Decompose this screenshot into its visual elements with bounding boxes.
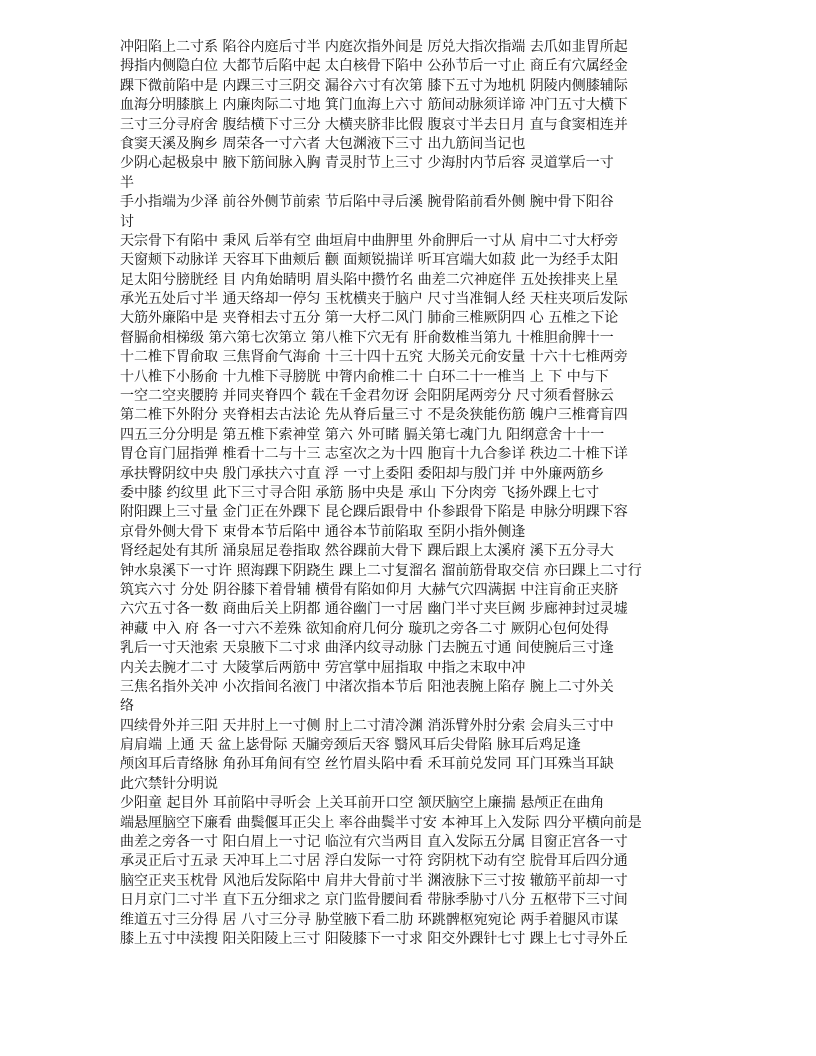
text-line: 膝上五寸中渎搜 阳关阳陵上三寸 阳陵膝下一寸求 阳交外踝针七寸 踝上七寸寻外丘 [120, 930, 628, 947]
text-line: 委中膝 约纹里 此下三寸寻合阳 承筋 肠中央是 承山 下分肉旁 飞扬外踝上七寸 [120, 484, 600, 501]
text-line: 手小指端为少泽 前谷外侧节前索 节后陷中寻后溪 腕骨陷前看外侧 腕中骨下阳谷 [120, 194, 614, 211]
text-line: 内关去腕才二寸 大陵掌后两筋中 劳宫掌中屈指取 中指之末取中冲 [120, 659, 526, 676]
text-line: 一空二空夹腰胯 并同夹脊四个 载在千金君勿讶 会阳阴尾两旁分 尺寸须看督脉云 [120, 388, 614, 405]
text-line: 食窦天溪及胸乡 周荣各一寸六者 大包渊液下三寸 出九筋间当记也 [120, 135, 526, 152]
text-line: 维道五寸三分得 居 八寸三分寻 胁堂腋下看二肋 环跳髀枢宛宛论 两手着腿风市谋 [120, 911, 619, 928]
text-line: 胃仓肓门屈指弹 椎看十二与十三 志室次之为十四 胞肓十九合参详 秩边二十椎下详 [120, 446, 628, 463]
text-line: 少阳童 起目外 耳前陷中寻听会 上关耳前开口空 颔厌脑空上廉揣 悬颅正在曲角 [120, 795, 605, 812]
text-line: 日月京门二寸半 直下五分细求之 京门监骨腰间看 带脉季胁寸八分 五枢带下三寸间 [120, 892, 628, 909]
text-line: 肾经起处有其所 涌泉屈足卷指取 然谷踝前大骨下 踝后跟上太溪府 溪下五分寻大 [120, 543, 614, 560]
text-line: 六穴五寸各一数 商曲后关上阴都 通谷幽门一寸居 幽门半寸夹巨阙 步廊神封过灵墟 [120, 601, 628, 618]
text-line: 四五三分分明是 第五椎下索神堂 第六 外可睹 膈关第七魂门九 阳纲意舍十十一 [120, 426, 605, 443]
text-line: 足太阳兮膀胱经 目 内角始睛明 眉头陷中攒竹名 曲差二穴神庭伴 五处挨排夹上星 [120, 271, 619, 288]
text-line: 脑空正夹玉枕骨 风池后发际陷中 肩井大骨前寸半 渊液脉下三寸按 辙筋平前却一寸 [120, 872, 628, 889]
text-line: 拇指内侧隐白位 大都节后陷中起 太白核骨下陷中 公孙节后一寸止 商丘有穴属经金 [120, 58, 628, 75]
text-line: 天宗骨下有陷中 秉风 后举有空 曲垣肩中曲胛里 外俞胛后一寸从 肩中二寸大杼旁 [120, 232, 619, 249]
text-line: 钟水泉溪下一寸许 照海踝下阴跷生 踝上二寸复溜名 溜前筋骨取交信 亦曰踝上二寸行 [120, 562, 642, 579]
text-line: 少阴心起极泉中 腋下筋间脉入胸 青灵肘节上三寸 少海肘内节后容 灵道掌后一寸 [120, 155, 614, 172]
text-line: 讨 [120, 213, 134, 230]
text-line: 此穴禁针分明说 [120, 775, 218, 792]
text-line: 踝下微前陷中是 内踝三寸三阴交 漏谷六寸有次第 膝下五寸为地机 阴陵内侧膝辅际 [120, 77, 628, 94]
text-line: 十八椎下小肠俞 十九椎下寻膀胱 中膂内俞椎二十 白环二十一椎当 上 下 中与下 [120, 368, 609, 385]
text-line: 神藏 中入 府 各一寸六不差殊 欲知俞府几何分 璇玑之旁各二寸 厥阴心包何处得 [120, 620, 609, 637]
text-line: 承灵正后寸五录 天冲耳上二寸居 浮白发际一寸符 窍阴枕下动有空 脘骨耳后四分通 [120, 853, 628, 870]
text-line: 督膈俞相梯级 第六第七次第立 第八椎下穴无有 肝俞数椎当第九 十椎胆俞脾十一 [120, 329, 614, 346]
text-line: 十二椎下胃俞取 三焦肾俞气海俞 十三十四十五究 大肠关元俞安量 十六十七椎两旁 [120, 349, 628, 366]
text-line: 半 [120, 174, 134, 191]
text-line: 颅囟耳后青络脉 角孙耳角间有空 丝竹眉头陷中看 禾耳前兑发同 耳门耳殊当耳缺 [120, 756, 614, 773]
text-line: 承光五处后寸半 通天络却一停匀 玉枕横夹于脑户 尺寸当准铜人经 天柱夹项后发际 [120, 291, 628, 308]
text-line: 天窗颊下动脉详 天容耳下曲颊后 颧 面颊锐揣详 听耳宫端大如菽 此一为经手太阳 [120, 252, 619, 269]
document-page [120, 38, 680, 949]
text-line: 大筋外廉陷中是 夹脊相去寸五分 第一大杼二风门 肺俞三椎厥阴四 心 五椎之下论 [120, 310, 619, 327]
text-line: 络 [120, 698, 134, 715]
text-line: 承扶臀阴纹中央 殷门承扶六寸直 浮 一寸上委阳 委阳却与殷门并 中外廉两筋乡 [120, 465, 605, 482]
text-line: 筑宾六寸 分处 阴谷膝下着骨辅 横骨有陷如仰月 大赫气穴四满据 中注肓俞正夹脐 [120, 581, 619, 598]
text-line: 三寸三分寻府舍 腹结横下寸三分 大横夹脐非比假 腹哀寸半去日月 直与食窦相连并 [120, 116, 628, 133]
text-line: 血海分明膝膑上 内廉肉际二寸地 箕门血海上六寸 筋间动脉须详谛 冲门五寸大横下 [120, 97, 628, 114]
text-line: 曲差之旁各一寸 阳白眉上一寸记 临泣有穴当两目 直入发际五分属 目窗正宫各一寸 [120, 834, 628, 851]
text-line: 乳后一寸天池索 天泉腋下二寸求 曲泽内纹寻动脉 门去腕五寸通 间使腕后三寸逢 [120, 640, 614, 657]
text-line: 三焦名指外关冲 小次指间名液门 中渚次指本节后 阳池表腕上陷存 腕上二寸外关 [120, 678, 614, 695]
text-line: 端悬厘脑空下廉看 曲鬓偃耳正尖上 率谷曲鬓半寸安 本神耳上入发际 四分平横向前是 [120, 814, 642, 831]
text-line: 冲阳陷上二寸系 陷谷内庭后寸半 内庭次指外间是 厉兑大指次指端 去爪如韭胃所起 [120, 39, 628, 55]
text-line: 附阳踝上三寸量 金门正在外踝下 昆仑踝后跟骨中 仆参跟骨下陷是 申脉分明踝下容 [120, 504, 628, 521]
text-line: 第二椎下外附分 夹脊相去古法论 先从脊后量三寸 不是灸狭能伤筋 魄户三椎膏肓四 [120, 407, 628, 424]
text-line: 肩肩端 上通 天 盆上毖骨际 天牖旁颈后天容 翳风耳后尖骨陷 脉耳后鸡足逢 [120, 737, 581, 754]
text-line: 京骨外侧大骨下 束骨本节后陷中 通谷本节前陷取 至阴小指外侧逢 [120, 523, 526, 540]
text-line: 四续骨外并三阳 天井肘上一寸侧 肘上二寸清冷渊 消泺臂外肘分索 会肩头三寸中 [120, 717, 614, 734]
